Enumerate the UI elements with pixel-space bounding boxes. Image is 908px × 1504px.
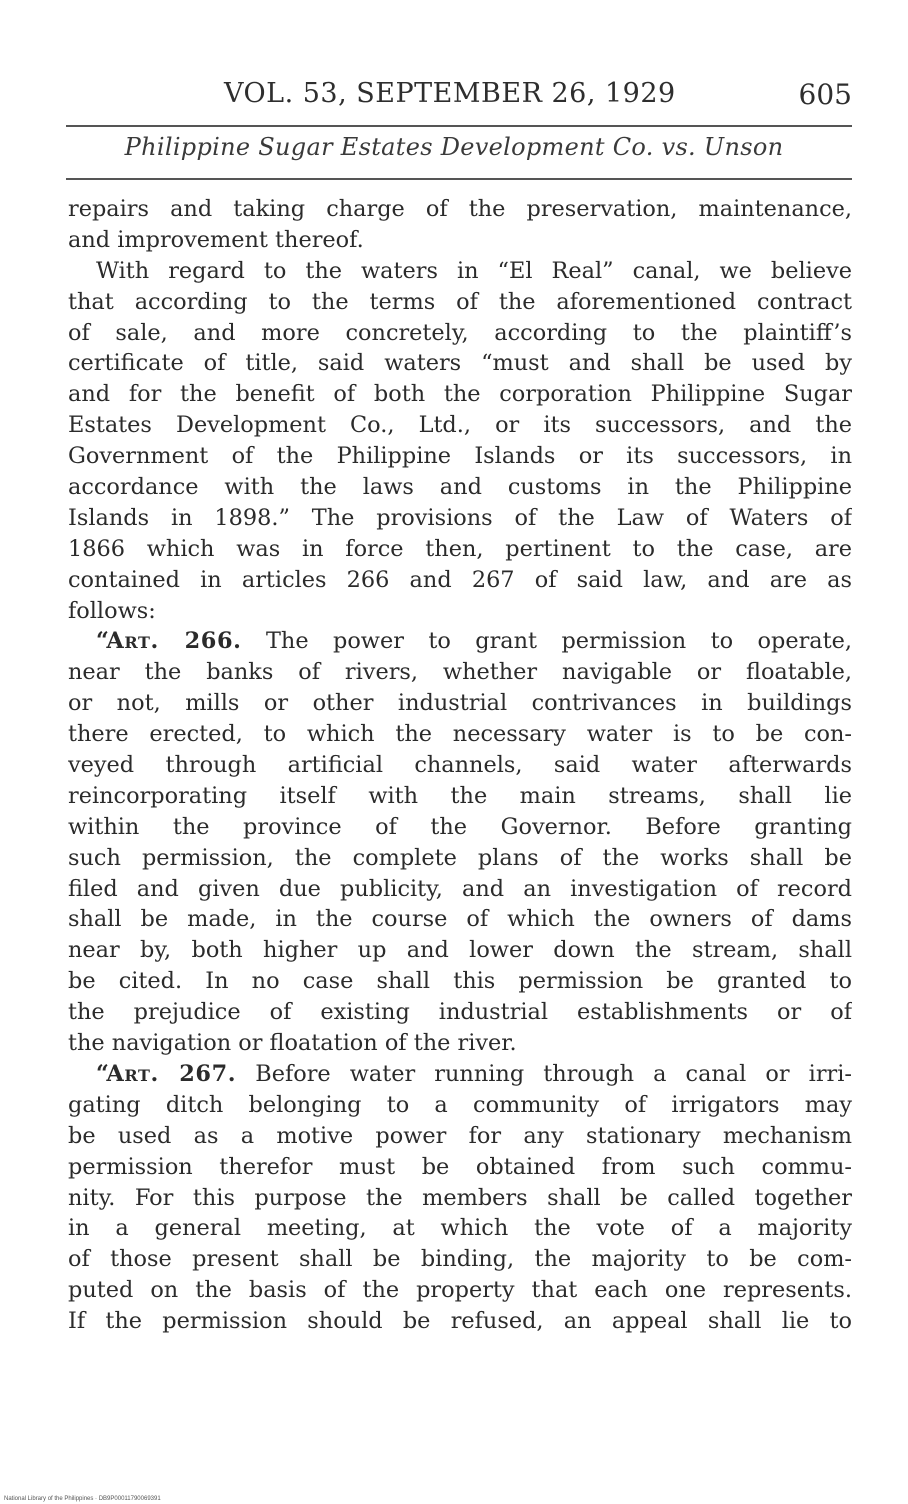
text-line: certificate of title, said waters “must and shall be used by: [68, 350, 852, 377]
text-line: With regard to the waters in “El Real” canal, we believe: [96, 257, 852, 284]
running-head: [0, 78, 908, 118]
text-line: shall be made, in the course of which the owners of dams: [68, 906, 852, 933]
header-rule-bottom: [66, 178, 852, 180]
text-line: repairs and taking charge of the preservation, maintenance,: [68, 196, 852, 222]
text-line: follows:: [68, 597, 156, 624]
text-line: filed and given due publicity, and an investigation of record: [68, 875, 852, 902]
text-line: such permission, the complete plans of the works shall be: [68, 844, 852, 871]
text-line: accordance with the laws and customs in the Philippine: [68, 474, 852, 501]
text-line: gating ditch belonging to a community of irrigators may: [68, 1091, 852, 1118]
text-line: there erected, to which the necessary water is to be con-: [68, 721, 852, 748]
text-line: within the province of the Governor. Before granting: [68, 813, 852, 840]
text-line: be cited. In no case shall this permission be granted to: [68, 968, 852, 995]
text-line: in a general meeting, at which the vote of a majority: [68, 1215, 852, 1242]
text-line: near by, both higher up and lower down the stream, shall: [68, 937, 852, 964]
text-line: If the permission should be refused, an appeal shall lie to: [68, 1308, 852, 1335]
text-line: Islands in 1898.” The provisions of the Law of Waters of: [68, 504, 852, 531]
article-266-first-text: The power to grant permission to operate,: [265, 628, 852, 655]
text-line: Estates Development Co., Ltd., or its successors, and the: [68, 412, 852, 439]
text-line: 1866 which was in force then, pertinent to the case, are: [68, 535, 852, 562]
text-line: and improvement thereof.: [68, 226, 364, 253]
text-line: reincorporating itself with the main streams, shall lie: [68, 782, 852, 809]
text-line: that according to the terms of the aforementioned contract: [68, 288, 852, 315]
text-line: be used as a motive power for any stationary mechanism: [68, 1122, 852, 1149]
text-line: permission therefor must be obtained from such commu-: [68, 1153, 852, 1180]
text-line: the navigation or floatation of the river.: [68, 1030, 517, 1057]
body-text: [68, 194, 852, 1337]
header-rule-top: [66, 125, 852, 127]
article-266-first-line: [68, 626, 852, 657]
text-line: the prejudice of existing industrial establishments or of: [68, 999, 852, 1026]
scan-credit: National Library of the Philippines · DB9P00011790069391: [4, 1496, 161, 1502]
text-line: Government of the Philippine Islands or its successors, in: [68, 443, 852, 470]
text-line: of sale, and more concretely, according to the plaintiff’s: [68, 319, 852, 346]
article-267-first-text: Before water running through a canal or irri-: [255, 1060, 852, 1087]
case-title: Philippine Sugar Estates Development Co. vs. Unson: [124, 133, 784, 161]
text-line: or not, mills or other industrial contrivances in buildings: [68, 690, 852, 717]
page-number: 605: [798, 78, 852, 111]
text-line: near the banks of rivers, whether navigable or floatable,: [68, 659, 852, 686]
text-line: veyed through artificial channels, said water afterwards: [68, 752, 852, 779]
volume-date-line: VOL. 53, SEPTEMBER 26, 1929: [224, 78, 676, 109]
article-267-first-line: [68, 1059, 852, 1090]
text-line: contained in articles 266 and 267 of said law, and are as: [68, 566, 852, 593]
article-267-label: “Art. 267.: [96, 1060, 237, 1087]
text-line: nity. For this purpose the members shall be called together: [68, 1184, 852, 1211]
text-line: puted on the basis of the property that each one represents.: [68, 1277, 852, 1304]
text-line: and for the benefit of both the corporation Philippine Sugar: [68, 381, 852, 408]
article-266-label: “Art. 266.: [96, 628, 242, 655]
text-line: of those present shall be binding, the majority to be com-: [68, 1246, 852, 1273]
